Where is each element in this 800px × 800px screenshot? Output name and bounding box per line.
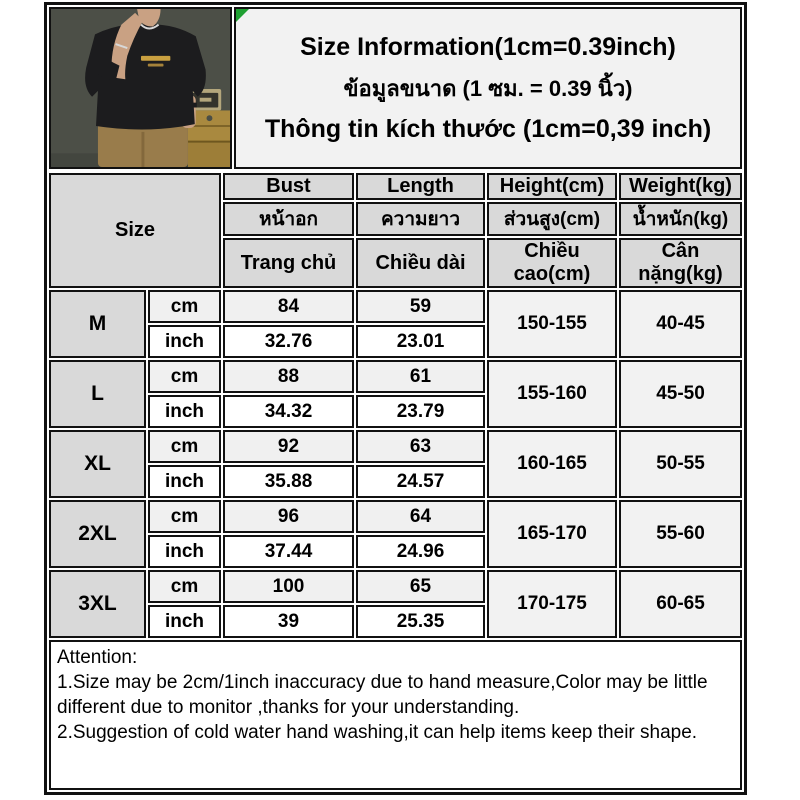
height-range-cell: 170-175 xyxy=(487,570,617,638)
unit-cell: inch xyxy=(148,535,221,568)
header-height-th: ส่วนสูง(cm) xyxy=(487,202,617,236)
unit-cell: cm xyxy=(148,500,221,533)
value-cell: 32.76 xyxy=(223,325,354,358)
value-cell: 63 xyxy=(356,430,485,463)
value-cell: 23.01 xyxy=(356,325,485,358)
unit-cell: cm xyxy=(148,290,221,323)
top-section xyxy=(47,5,744,171)
header-length-vi: Chiều dài xyxy=(356,238,485,288)
product-photo-illustration xyxy=(51,9,230,167)
size-header-cell: Size xyxy=(49,173,221,288)
value-cell: 61 xyxy=(356,360,485,393)
header-height-vi: Chiều cao(cm) xyxy=(487,238,617,288)
value-cell: 24.57 xyxy=(356,465,485,498)
header-bust-vi: Trang chủ xyxy=(223,238,354,288)
product-photo xyxy=(49,7,232,169)
value-cell: 37.44 xyxy=(223,535,354,568)
value-cell: 25.35 xyxy=(356,605,485,638)
value-cell: 34.32 xyxy=(223,395,354,428)
attention-heading: Attention: xyxy=(57,647,138,668)
size-chart-card xyxy=(44,2,747,795)
value-cell: 59 xyxy=(356,290,485,323)
value-cell: 35.88 xyxy=(223,465,354,498)
size-table xyxy=(47,171,744,640)
value-cell: 64 xyxy=(356,500,485,533)
value-cell: 23.79 xyxy=(356,395,485,428)
weight-range-cell: 50-55 xyxy=(619,430,742,498)
value-cell: 39 xyxy=(223,605,354,638)
unit-cell: cm xyxy=(148,570,221,603)
unit-cell: cm xyxy=(148,360,221,393)
attention-line-2: 2.Suggestion of cold water hand washing,it can help items keep their shape. xyxy=(57,722,698,744)
green-corner-flag-icon xyxy=(236,9,249,22)
size-label-xl: XL xyxy=(49,430,146,498)
value-cell: 24.96 xyxy=(356,535,485,568)
title-area xyxy=(234,7,742,169)
header-weight-en: Weight(kg) xyxy=(619,173,742,200)
value-cell: 88 xyxy=(223,360,354,393)
weight-range-cell: 60-65 xyxy=(619,570,742,638)
title-vietnamese: Thông tin kích thước (1cm=0,39 inch) xyxy=(264,114,712,143)
unit-cell: inch xyxy=(148,325,221,358)
value-cell: 96 xyxy=(223,500,354,533)
value-cell: 92 xyxy=(223,430,354,463)
title-thai: ข้อมูลขนาด (1 ซม. = 0.39 นิ้ว) xyxy=(343,75,633,101)
header-height-en: Height(cm) xyxy=(487,173,617,200)
height-range-cell: 155-160 xyxy=(487,360,617,428)
header-weight-vi: Cân nặng(kg) xyxy=(619,238,742,288)
value-cell: 84 xyxy=(223,290,354,323)
weight-range-cell: 40-45 xyxy=(619,290,742,358)
unit-cell: cm xyxy=(148,430,221,463)
value-cell: 65 xyxy=(356,570,485,603)
size-label-3xl: 3XL xyxy=(49,570,146,638)
header-bust-en: Bust xyxy=(223,173,354,200)
attention-line-1: 1.Size may be 2cm/1inch inaccuracy due to hand measure,Color may be little different due to monitor ,thanks for your understanding. xyxy=(57,672,708,719)
header-weight-th: น้ำหนัก(kg) xyxy=(619,202,742,236)
header-bust-th: หน้าอก xyxy=(223,202,354,236)
weight-range-cell: 55-60 xyxy=(619,500,742,568)
attention-note xyxy=(49,640,742,790)
value-cell: 100 xyxy=(223,570,354,603)
title-english: Size Information(1cm=0.39inch) xyxy=(300,32,676,61)
size-label-l: L xyxy=(49,360,146,428)
size-label-2xl: 2XL xyxy=(49,500,146,568)
size-label-m: M xyxy=(49,290,146,358)
height-range-cell: 165-170 xyxy=(487,500,617,568)
height-range-cell: 160-165 xyxy=(487,430,617,498)
unit-cell: inch xyxy=(148,465,221,498)
unit-cell: inch xyxy=(148,395,221,428)
header-length-th: ความยาว xyxy=(356,202,485,236)
unit-cell: inch xyxy=(148,605,221,638)
header-length-en: Length xyxy=(356,173,485,200)
weight-range-cell: 45-50 xyxy=(619,360,742,428)
height-range-cell: 150-155 xyxy=(487,290,617,358)
